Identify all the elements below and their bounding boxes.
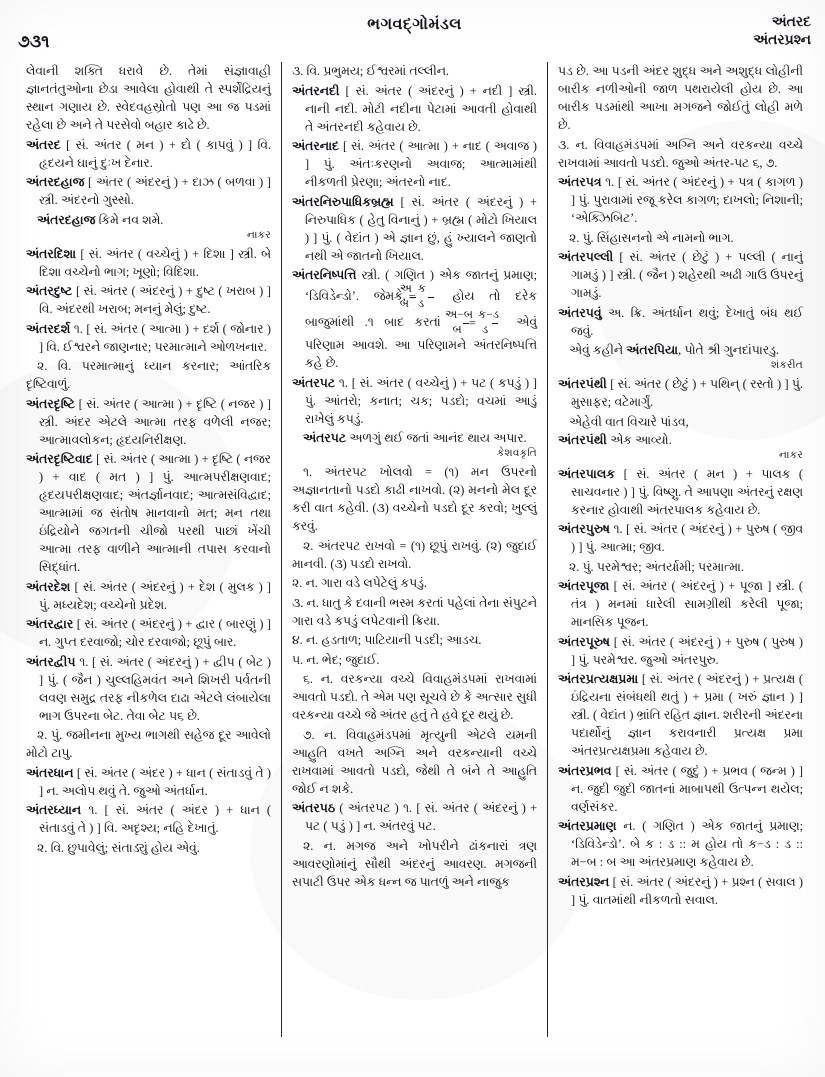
dictionary-entry — [558, 304, 803, 340]
dictionary-entry — [558, 670, 803, 760]
entry-headword: અંતરપૂરુષ — [558, 634, 610, 649]
entry-headword: અંતરપવું — [558, 305, 602, 320]
fraction-numerator: અ−બ — [445, 309, 473, 321]
entry-headword: અંતરદૃષ્ટિવાદ — [26, 452, 93, 467]
entry-body-text: ૨. વિ. પરમાત્માનું ધ્યાન કરનાર; આંતરિક દૃષ્ટિવાળું. — [26, 359, 271, 392]
illustrative-quotation — [292, 429, 537, 462]
entry-definition: [ સં. અંતર ( આત્મા ) + દૃષ્ટિ ( નજર ) ] સ્ત્રી. અંદર એટલે આત્મા તરફ વળેલી નજર; આત્માવલોકન; હૃદયનિરીક્ષણ. — [39, 396, 271, 447]
entry-headword: અંતરદેશ — [26, 579, 71, 594]
continued-text-paragraph — [292, 62, 537, 80]
entry-body-text: પડ છે. આ પડની અંદર શુદ્ધ અને અશુદ્ધ લોહીની બારીક નળીઓની જાળ પથરાયેલી હોય છે. આ બારીક પડમાંથી આખા મગજને જોઈતું લોહી મળે છે. — [558, 64, 803, 132]
guide-words — [753, 14, 811, 50]
math-equation-2: $\frac{\text{અ−બ}}{\text{બ}}$ = $\frac{\text{ક−ડ}}{\text{ડ}}$ — [453, 310, 504, 336]
entry-sense-paragraph — [26, 726, 271, 762]
entry-definition: [ સં. અંતર ( અંદરનું ) + દુષ્ટ ( ખરાબ ) ] વિ. અંદરથી ખરાબ; મનનું મેલું; દુષ્ટ. — [39, 284, 271, 317]
entry-headword: અંતરદુષ્ટ — [26, 284, 73, 299]
quoted-headword: અંતરપિયા — [626, 343, 679, 357]
dictionary-entry — [26, 395, 271, 449]
quotation-source: શંકરીત — [771, 360, 803, 371]
continued-text-paragraph — [558, 62, 803, 134]
entry-definition: [ સં. અંતર ( આત્મા ) + દૃષ્ટિ ( નજર ) + વાદ ( મત ) ] પું. આત્મપરીક્ષણવાદ; હૃદયપરીક્ષણવાદ; અંતર્જ્ઞાનવાદ; આત્મસંવિદ્વાદ; આત્મામાં જ સંતોષ માનવાનો મત; મન તથા ઇંદ્રિયોને જગતની ચીજો પરથી પાછાં ખેંચી આત્મા તરફ વાળીને આત્માની તપાસ કરવાનો સિદ્ધાંત. — [39, 452, 271, 575]
entry-headword: અંતરનિરુપાધિકબ્રહ્મ — [292, 194, 394, 209]
dictionary-entry — [292, 266, 537, 372]
entry-body-text: ૬. ન. વરકન્યા વચ્ચે વિવાહમંડપમાં રાખવામાં આવતો પડદો. તે એમ પણ સૂચવે છે કે અત્સાર સુધી વરકન્યા વચ્ચે જે અંતર હતું તે હવે દૂર થયું છે. — [292, 672, 537, 723]
dictionary-title: ભગવદ્ગોમંડલ — [367, 16, 462, 33]
entry-definition: [ સં. અંતર ( અંદરનું ) + પુરુષ ( જીવ ) ] પું. આત્મા; જીવ. — [571, 522, 804, 555]
entry-body-text: ૩. ન. ધાતુ કે દવાની ભસ્મ કરતાં પહેલાં તેના સંપુટને ગારા વડે કપડું લપેટવાની ક્રિયા. — [292, 595, 537, 628]
dictionary-entry — [558, 633, 803, 669]
entry-headword: અંતરપલ્લી — [558, 250, 614, 264]
entry-body-text: ૨. પું. જમીનના મુખ્ય ભાગથી સહેજ દૂર આવેલો મોટો ટાપુ. — [26, 728, 271, 761]
entry-body-text: ૨. પું. સિંહાસનનો એ નામનો ભાગ. — [569, 230, 734, 245]
dictionary-entry — [292, 193, 537, 265]
dictionary-entry — [292, 82, 537, 136]
entry-definition: [ સં. અંતર ( છેટું ) + પલ્લી ( નાનું ગામડું ) ] સ્ત્રી. ( જૈન ) શહેરથી અઢી ગાઉ ઉપરનું ગામડું. — [571, 250, 803, 300]
quote-text: અળગું થઈ જતાં આનંદ થાય અપાર. — [346, 431, 527, 445]
entry-headword: અંતરપ્રશ્ન — [558, 874, 610, 889]
entry-definition: [ સં. અંતર ( મન ) + પાલક ( સાચવનાર ) ] પું. વિષ્ણુ. તે આપણા અંતરનું રક્ષણ કરનાર હોવાથી અંતરપાલક કહેવાય છે. — [571, 466, 803, 517]
dictionary-entry — [26, 615, 271, 651]
quoted-headword: અંતરપંથી — [558, 432, 607, 447]
dictionary-entry — [558, 248, 803, 302]
entry-body-text: ૭. ન. વિવાહમંડપમાં મૃત્યુની એટલે યમની આહુતિ વખતે અગ્નિ અને વરકન્યાની વચ્ચે રાખવામાં આવતો પડદો, જેથી તે બંને તે આહુતિ જોઈ ન શકે. — [292, 727, 537, 796]
entry-sense-paragraph — [558, 136, 803, 172]
entry-sense-paragraph — [292, 651, 537, 669]
entry-headword: અંતરપ્રભવ — [558, 763, 612, 778]
entry-definition: [ સં. અંતર ( અંદરનું ) + પૂજા ] સ્ત્રી. ( તંત્ર ) મનમાં ધારેલી સામગ્રીથી કરેલી પૂજા; માનસિક પૂજન. — [571, 579, 803, 630]
dictionary-entry — [558, 873, 803, 909]
entry-definition: [ સં. અંતર ( આત્મા ) + દર્શ ( જોનાર ) ] વિ. ઈશ્વરને જાણનાર; પરમાત્માને ઓળખનાર. — [39, 321, 272, 354]
entry-definition: [ સં. અંતર ( આત્મા ) + નાદ ( અવાજ ) ] પું. અંતઃકરણનો અવાજ; આત્મામાંથી નીકળતી પ્રેરણા; અંતરનો નાદ. — [305, 139, 537, 189]
entry-body-text: ૧. અંતરપટ ખોલવો = (૧) મન ઉપરનો અજ્ઞાનતાનો પડદો કાઢી નાખવો. (૨) મનનો મેલ દૂર કરી વાત કહેવી. (૩) વચ્ચેનો પડદો દૂર કરવો; ખુલ્લું કરવું. — [292, 465, 537, 534]
entry-sense-paragraph — [292, 726, 537, 798]
text-column-2 — [284, 62, 545, 1069]
dictionary-entry — [558, 465, 803, 519]
text-columns — [18, 62, 811, 1069]
entry-body-text: ૨. ન. ગારા વડે લપેટેલું કપડું. — [292, 576, 427, 591]
entry-sense-number: ૧. — [81, 803, 98, 818]
entry-headword: અંતરનાદ — [292, 139, 340, 153]
quote-text: , પોતે શ્રી ગુનદાંપારડુ. — [678, 343, 779, 357]
math-equation-1: $\frac{\text{અ}}{\text{બ}}$ = $\frac{\text{ક}}{\text{ડ}}$ — [408, 284, 436, 310]
quoted-headword: અંતરપટ — [303, 431, 347, 445]
entry-definition: [ સં. અંતર ( અંદરનું ) + નદી ] સ્ત્રી. નાની નદી. મોટી નદીના પેટામાં આવતી હોવાથી તે અંતરનદી કહેવાય છે. — [305, 83, 537, 134]
entry-sense-paragraph — [292, 537, 537, 573]
entry-sense-number: ૧. — [335, 375, 348, 390]
entry-sense-paragraph — [292, 594, 537, 630]
dictionary-entry — [558, 762, 803, 816]
entry-headword: અંતરદહાજ — [26, 175, 85, 189]
entry-definition: [ સં. અંતર ( અંદરનું ) + દ્વીપ ( બેટ ) ] પું. ( જૈન ) ચુલ્લહિમવંત અને શિખરી પર્વતની લવણ સમુદ્ર તરફ નીકળેલ દાઢા એટલે લંબાયેલા ભાગ ઉપરના બેટ. તેવા બેટ ૫૬ છે. — [39, 654, 272, 723]
dictionary-entry — [558, 817, 803, 871]
dictionary-entry — [26, 801, 271, 837]
entry-definition: સ્ત્રી. ( ગણિત ) એક જાતનું પ્રમાણ; ‘ડિવિડેન્ડો’. જેમકે, — [305, 268, 537, 303]
entry-headword: અંતરદ — [26, 137, 61, 152]
entry-body-text: ૨. વિ. છુપાવેલું; સંતાડ્યું હોય એવું. — [37, 840, 200, 855]
entry-headword: અંતરનદી — [292, 83, 340, 98]
fraction-denominator: બ — [410, 297, 416, 311]
guide-word-last: અંતરપ્રશ્ન — [753, 32, 811, 48]
entry-body-text: ૨. પું. પરમેશ્વર; અંતર્યામી; પરમાત્મા. — [569, 559, 744, 574]
fraction-numerator: ક−ડ — [477, 309, 499, 321]
entry-definition: [ સં. અંતર ( અંદર ) + ધાન ( સંતાડવું તે ) ] વિ. અદૃશ્ય; નહિ દેખાતું. — [39, 803, 272, 836]
entry-definition-continued: પરિણામને અંતરનિષ્પત્તિ કહે છે. — [305, 338, 538, 370]
dictionary-entry — [558, 375, 803, 411]
dictionary-entry — [558, 173, 803, 227]
dictionary-entry — [26, 245, 271, 281]
entry-headword: અંતરપંથી — [558, 377, 607, 392]
entry-headword: અંતરપ્રમાણ — [558, 819, 617, 834]
entry-headword: અંતરધ્યાન — [26, 803, 82, 818]
math-connective-text: હોય તો દરેક બાજુમાંથી .૧ બાદ કરતાં — [305, 288, 537, 329]
dictionary-entry — [292, 374, 537, 428]
entry-sense-number: ૧. — [609, 522, 623, 537]
entry-headword: અંતરધાન — [26, 765, 74, 780]
running-head — [18, 14, 811, 60]
entry-definition: ( અંતરપટ ) ૧. [ સં. અંતર ( અંદરનું ) + પટ ( પડું ) ] ન. અંતરવું પટ. — [305, 801, 537, 834]
entry-definition: [ સં. અંતર ( અંદરનું ) + દ્વાર ( બારણું ) ] ન. ગુપ્ત દરવાજો; ચોર દરવાજો; છૂપું બાર. — [39, 617, 271, 650]
dictionary-entry — [558, 577, 803, 631]
illustrative-quotation — [558, 413, 803, 464]
entry-headword: અંતરદ્વીપ — [26, 654, 76, 669]
dictionary-entry — [26, 578, 271, 614]
entry-headword: અંતરદર્શ — [26, 321, 71, 336]
entry-body-text: ૪. ન. હડતાળ; પાટિયાની પડદી; આડચ. — [292, 633, 482, 648]
entry-sense-paragraph — [292, 837, 537, 891]
entry-headword: અંતરદ્વાર — [26, 617, 74, 632]
entry-sense-paragraph — [292, 670, 537, 724]
entry-headword: અંતરદિશા — [26, 246, 77, 261]
entry-body-text: ૨. અંતરપટ રાખવો = (૧) છૂપું રાખવું. (૨) જુદાઈ માનવી. (૩) પડદો રાખવો. — [292, 538, 537, 571]
entry-sense-number: ૧. — [75, 654, 89, 669]
page-folio-number: ૭૩૧ — [18, 32, 50, 51]
entry-sense-paragraph — [292, 631, 537, 649]
entry-definition: [ સં. અંતર ( વચ્ચેનું ) + પટ ( કપડું ) ] પું. આંતરો; કનાત; ચક; પડદો; વચમાં આડું રાખેલું કપડું. — [305, 375, 537, 426]
entry-definition: [ સં. અંતર ( અંદર ) + ધાન ( સંતાડવું તે ) ] ન. અલોપ થવું તે. જુઓ અંતર્ધાન. — [39, 765, 271, 798]
entry-sense-number: ૧. — [70, 321, 83, 336]
entry-definition: [ સં. અંતર ( વચ્ચેનું ) + દિશા ] સ્ત્રી. બે દિશા વચ્ચેનો ભાગ; ખૂણો; વિદિશા. — [39, 246, 271, 279]
entry-headword: અંતરપટ — [292, 375, 336, 390]
dictionary-entry — [26, 764, 271, 800]
text-column-3 — [550, 62, 811, 1069]
entry-body-text: ૨. ન. મગજ અને ખોપરીને ઢાંકનારાં ત્રણ આવરણોમાંનું સૌથી અંદરનું આવરણ. મગજની સપાટી ઉપર એક ધન્ન જ પાતળું અને નાજુક — [292, 838, 537, 889]
quotation-source: કેશવકૃતિ — [496, 448, 537, 459]
entry-sense-paragraph — [26, 839, 271, 857]
entry-definition: અ. ક્રિ. અંતર્ધાન થવું; દેખાતું બંધ થઈ જવું. — [571, 305, 803, 338]
entry-headword: અંતરપ્રત્યક્ષપ્રમા — [558, 672, 639, 687]
entry-sense-paragraph — [26, 357, 271, 393]
dictionary-entry — [26, 173, 271, 209]
entry-sense-paragraph — [292, 574, 537, 592]
entry-definition: [ સં. અંતર ( અંદરનું ) + પ્રત્યક્ષ ( ઇંદ્રિયના સંબંધથી થતું ) + પ્રમા ( ખરું જ્ઞાન ) ] સ્ત્રી. ( વેદાંત ) ભ્રાંતિ રહિત જ્ઞાન. શરીરની અંદરના પદાર્થોનું જ્ઞાન કરાવનારી પ્રત્યક્ષ પ્રમા અંતરપ્રત્યક્ષપ્રમા કહેવાય છે. — [571, 672, 803, 759]
fraction-numerator: ક — [417, 283, 426, 295]
dictionary-entry — [558, 520, 803, 556]
quote-line-1: એહેવી વાત વિચારે પાંડવ, — [569, 414, 689, 429]
entry-definition: [ સં. અંતર ( અંદરનું ) + પ્રશ્ન ( સવાલ ) ] પું. વાતમાંથી નીકળતો સવાલ. — [571, 874, 803, 907]
quotation-source: નાકર — [246, 229, 271, 241]
quotation-source: નાકર — [778, 449, 803, 461]
entry-sense-paragraph — [558, 229, 803, 247]
illustrative-quotation — [26, 211, 271, 244]
entry-headword: અંતરદૃષ્ટિ — [26, 396, 75, 411]
entry-body-text: ૩. વિ. પ્રભુમય; ઈશ્વરમાં તલ્લીન. — [292, 64, 449, 78]
quoted-headword: અંતરદહાજ — [37, 212, 96, 227]
entry-definition: ન. ( ગણિત ) એક જાતનું પ્રમાણ; ‘ડિવિડેન્ડો’. બે ક : ડ :: મ હોય તો ક−ડ : ડ :: મ−બ : બ આ અંતરપ્રમાણ કહેવાય છે. — [571, 819, 803, 870]
entry-definition: [ સં. અંતર ( છેટું ) + પથિન્ ( રસ્તો ) ] પું. મુસાફર; વટેમાર્ગું. — [571, 377, 803, 410]
fraction-denominator: ડ — [428, 297, 434, 311]
entry-headword: અંતરપાલક — [558, 466, 616, 481]
illustrative-quotation — [558, 341, 803, 374]
entry-definition: [ અંતર ( અંદરનું ) + દાઝ ( બળવા ) ] સ્ત્રી. અંદરનો ગુસ્સો. — [39, 175, 271, 207]
entry-headword: અંતરપત્ર — [558, 175, 602, 189]
dictionary-entry — [26, 653, 271, 725]
text-column-1 — [18, 62, 279, 1069]
continued-text-paragraph — [26, 62, 271, 134]
fraction-numerator: અ — [399, 283, 412, 295]
entry-definition: [ સં. અંતર ( અંદરનું ) + નિરુપાધિક ( હેતુ વિનાનું ) + બ્રહ્મ ( મોટો ખિયાલ ) ] પું. ( વેદાંત ) એ જ્ઞાન છું, હું ખ્યાલને જાણતો નથી એ જાતનો ખિયાલ. — [305, 194, 537, 263]
quote-text: એવું કહીને — [569, 343, 627, 357]
entry-headword: અંતરપુરુષ — [558, 522, 610, 537]
math-fraction — [417, 283, 434, 310]
entry-definition: [ સં. અંતર ( અંદરનું ) + પત્ર ( કાગળ ) ] પું. પુરાવામાં રજૂ કરેલ કાગળ; દાખલો; નિશાની; ‘એક્ઝિબિટ’. — [571, 175, 804, 225]
fraction-denominator: ડ — [492, 323, 498, 337]
dictionary-entry — [26, 450, 271, 576]
entry-headword: અંતરપઠ — [292, 801, 336, 816]
quote-line-2: એક આવ્યો. — [606, 432, 672, 447]
column-divider-2 — [547, 62, 548, 1037]
entry-body-text: લેવાની શક્તિ ધરાવે છે. તેમાં સંજ્ઞાવાહી જ્ઞાનતંતુઓના છેડા આવેલા હોવાથી તે સ્પર્શેંદ્રિયનું સ્થાન ગણાય છે. સ્વેદવહસ્રોતો પણ આ જ પડમાં રહેલા છે અને તે પરસેવો બહાર કાઢે છે. — [26, 64, 271, 132]
dictionary-entry — [26, 136, 271, 172]
entry-definition: [ સં. અંતર ( અંદરનું ) + પુરુષ ( પુરુષ ) ] પું. પરમેશ્વર. જુઓ અંતરપુરુ. — [571, 634, 803, 667]
entry-headword: અંતરનિષ્પત્તિ — [292, 268, 357, 282]
guide-word-first: અંતરદ — [771, 15, 811, 30]
quote-text: કિમે નવ શમે. — [95, 212, 164, 227]
entry-definition: [ સં. અંતર ( જુદું ) + પ્રભવ ( જન્મ ) ] ન. જુદી જુદી જાતનાં માબાપથી ઉત્પન્ન થયેલ; વર્ણસંકર. — [571, 763, 803, 814]
fraction-denominator: બ — [463, 323, 469, 337]
dictionary-entry — [292, 799, 537, 835]
column-divider-1 — [281, 62, 282, 1037]
dictionary-entry — [26, 282, 271, 318]
entry-headword: અંતરપૂજા — [558, 579, 610, 594]
entry-sense-paragraph — [292, 463, 537, 535]
entry-body-text: ૩. ન. વિવાહમંડપમાં અગ્નિ અને વરકન્યા વચ્ચે રાખવામાં આવતો પડદો. જુઓ અંતર-પટ ૬, ૭. — [558, 137, 803, 170]
math-fraction — [477, 309, 502, 336]
dictionary-entry — [292, 137, 537, 191]
entry-sense-paragraph — [558, 558, 803, 576]
math-trailing-text: એવું પરિણામ આવશે. આ — [305, 314, 537, 352]
entry-definition: [ સં. અંતર ( અંદરનું ) + દેશ ( મુલક ) ] પું. મધ્યદેશ; વચ્ચેનો પ્રદેશ. — [39, 579, 271, 612]
entry-body-text: ૫. ન. ભેદ; જુદાઈ. — [292, 652, 380, 667]
entry-definition: [ સં. અંતર ( મન ) + દો ( કાપવું ) ] વિ. હૃદયને ઘાનું દુઃખ દેનાર. — [39, 137, 271, 170]
dictionary-entry — [26, 320, 271, 356]
entry-sense-number: ૧. — [601, 175, 615, 189]
